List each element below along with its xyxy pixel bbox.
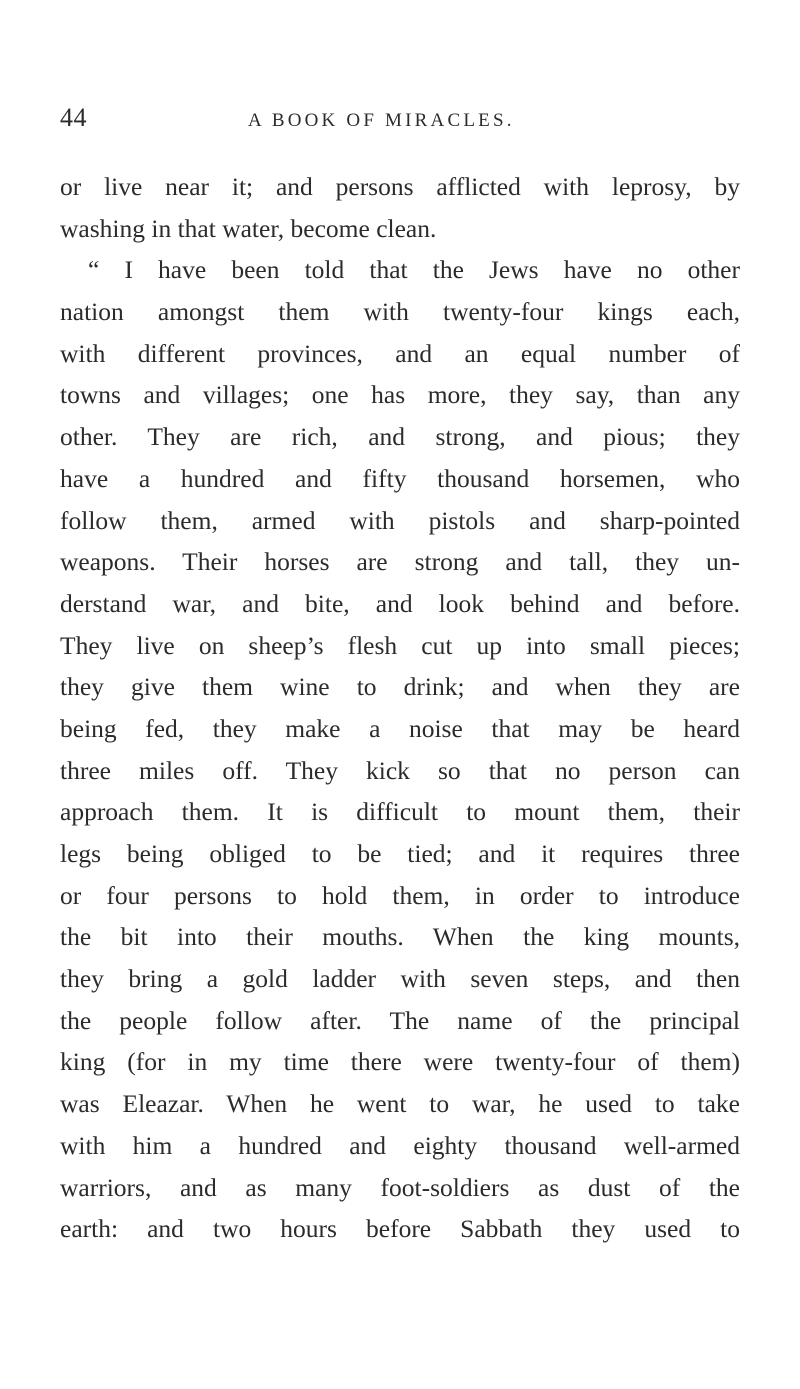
- text-line: They live on sheep’s flesh cut up into small pieces;: [60, 630, 740, 660]
- text-line: washing in that water, become clean.: [60, 213, 437, 243]
- text-line: weapons. Their horses are strong and tall, they un-: [60, 547, 740, 577]
- page-header: [60, 103, 740, 143]
- text-line: the bit into their mouths. When the king mounts,: [60, 922, 740, 952]
- text-line: the people follow after. The name of the principal: [60, 1005, 740, 1035]
- text-line: other. They are rich, and strong, and pious; they: [60, 422, 740, 452]
- page-number: 44: [60, 103, 87, 132]
- text-line: or four persons to hold them, in order to introduce: [60, 880, 740, 910]
- body-text: [60, 166, 740, 1250]
- text-line: towns and villages; one has more, they say, than any: [60, 380, 740, 410]
- text-line: king (for in my time there were twenty-four of them): [60, 1047, 740, 1077]
- running-head: A BOOK OF MIRACLES.: [248, 110, 515, 131]
- text-line: warriors, and as many foot-soldiers as dust of the: [60, 1172, 740, 1202]
- text-line: they bring a gold ladder with seven steps, and then: [60, 964, 740, 994]
- text-line: or live near it; and persons afflicted with leprosy, by: [60, 172, 740, 201]
- text-line: earth: and two hours before Sabbath they used to: [60, 1214, 740, 1244]
- text-line: being fed, they make a noise that may be heard: [60, 713, 740, 743]
- text-line: follow them, armed with pistols and sharp-pointed: [60, 505, 740, 535]
- text-line: “ I have been told that the Jews have no other: [88, 255, 740, 285]
- text-line: three miles off. They kick so that no person can: [60, 755, 740, 785]
- text-line: derstand war, and bite, and look behind and before.: [60, 588, 740, 618]
- text-line: have a hundred and fifty thousand horsemen, who: [60, 463, 740, 493]
- text-line: with him a hundred and eighty thousand well-armed: [60, 1130, 740, 1160]
- text-line: approach them. It is difficult to mount them, their: [60, 797, 740, 827]
- text-line: they give them wine to drink; and when they are: [60, 672, 740, 702]
- text-line: with different provinces, and an equal number of: [60, 338, 740, 368]
- text-line: was Eleazar. When he went to war, he used to take: [60, 1089, 740, 1119]
- text-line: nation amongst them with twenty-four kings each,: [60, 297, 740, 327]
- text-line: legs being obliged to be tied; and it requires three: [60, 839, 740, 868]
